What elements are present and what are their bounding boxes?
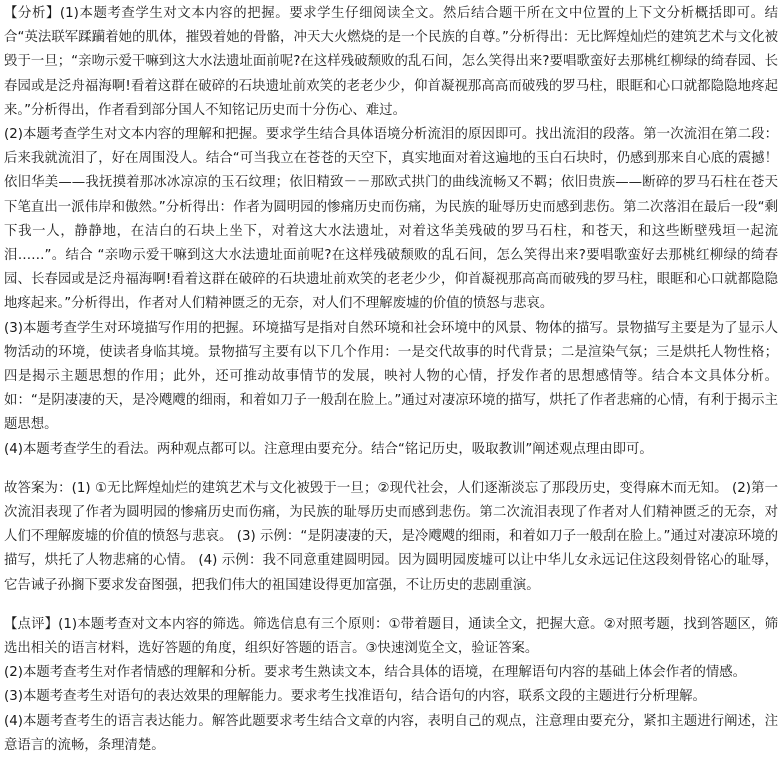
review-paragraph-3: (3)本题考查考生对语句的表达效果的理解能力。要求考生找准语句，结合语句的内容，联系文段的主题进行分析理解。 [4,689,706,705]
review-section [4,613,778,758]
answer-text: 故答案为：(1) ①无比辉煌灿烂的建筑艺术与文化被毁于一旦；②现代社会，人们逐渐淡忘了那段历史，变得麻木而无知。 (2)第一次流泪表现了作者为圆明园的惨痛历史而伤痛，为民族的耻辱历史而感到悲伤。第二次流泪表现了作者对人们精神匮乏的无奈，对人们不理解废墟的价值的愤怒与悲哀。 (3) 示例：“是阴凄凄的天，是冷飕飕的细雨，和着如刀子一般刮在脸上。”通过对凄凉环境的描写，烘托了人物悲痛的心情。 (4) 示例：我不同意重建圆明园。因为圆明园废墟可以让中华儿女永远记住这段刻骨铭心的耻辱，它告诫子孙搁下要求发奋图强，把我们伟大的祖国建设得更加富强，不让历史的悲剧重演。 [4,480,778,593]
analysis-paragraph-1: 【分析】(1)本题考查学生对文本内容的把握。要求学生仔细阅读全文。然后结合题干所在文中位置的上下文分析概括即可。结合“英法联军蹂躏着她的肌体，摧毁着她的骨骼，冲天大火燃烧的是一个民族的自尊。”分析得出：无比辉煌灿烂的建筑艺术与文化被毁于一旦；“亲吻示爱干嘛到这大水法遗址面前呢?在这样残破颓败的乱石间，怎么笑得出来?要唱歌蛮好去那桃红柳绿的绮春园、长春园或是泛舟福海啊!看着这群在破碎的石块遗址前欢笑的老老少少，仰首凝视那高高而破残的罗马柱，眼眶和心口就都隐隐地疼起来。”分析得出，作者看到部分国人不知铭记历史而十分伤心、难过。 [4,6,778,118]
spacer [4,462,778,477]
analysis-paragraph-4: (4)本题考查学生的看法。两种观点都可以。注意理由要充分。结合“铭记历史，吸取教训”阐述观点理由即可。 [4,441,653,457]
answer-section [4,477,778,598]
analysis-section [4,2,778,462]
analysis-paragraph-3: (3)本题考查学生对环境描写作用的把握。环境描写是指对自然环境和社会环境中的风景、物体的描写。景物描写主要是为了显示人物活动的环境，使读者身临其境。景物描写主要有以下几个作用：一是交代故事的时代背景；二是渲染气氛；三是烘托人物性格；四是揭示主题思想的作用；此外，还可推动故事情节的发展，映衬人物的心情，抒发作者的思想感情等。结合本文具体分析。如：“是阴凄凄的天，是冷飕飕的细雨，和着如刀子一般刮在脸上。”通过对凄凉环境的描写，烘托了作者悲痛的心情，有利于揭示主题思想。 [4,320,778,433]
review-paragraph-4: (4)本题考查考生的语言表达能力。解答此题要求考生结合文章的内容，表明自己的观点，注意理由要充分，紧扣主题进行阐述，注意语言的流畅，条理清楚。 [4,713,778,753]
analysis-paragraph-2: (2)本题考查学生对文本内容的理解和把握。要求学生结合具体语境分析流泪的原因即可。找出流泪的段落。第一次流泪在第二段：后来我就流泪了，好在周围没人。结合“可当我立在苍苍的天空下，真实地面对着这遍地的玉白石块时，仍感到那来自心底的震撼！依旧华美——我抚摸着那冰冰凉凉的玉石纹理；依旧精致－－那欧式拱门的曲线流畅又不羁；依旧贵族——断碎的罗马石柱在苍天下笔直出一派伟岸和傲然。”分析得出：作者为圆明园的惨痛历史而伤痛，为民族的耻辱历史而感到悲伤。第二次落泪在最后一段“剩下我一人，静静地，在洁白的石块上坐下，对着这大水法遗址，对着这华美残破的罗马石柱，和苍天，和这些断壁残垣一起流泪……”。结合 “亲吻示爱干嘛到这大水法遗址面前呢?在这样残破颓败的乱石间，怎么笑得出来?要唱歌蛮好去那桃红柳绿的绮春园、长春园或是泛舟福海啊!看着这群在破碎的石块遗址前欢笑的老老少少，仰首凝视那高高而破残的罗马柱，眼眶和心口就都隐隐地疼起来。”分析得出，作者对人们精神匮乏的无奈，对人们不理解废墟的价值的愤怒与悲哀。 [4,127,778,312]
review-paragraph-2: (2)本题考查考生对作者情感的理解和分析。要求考生熟读文本，结合具体的语境，在理解语句内容的基础上体会作者的情感。 [4,665,747,681]
review-paragraph-1: 【点评】(1)本题考查对文本内容的筛选。筛选信息有三个原则：①带着题目，通读全文，把握大意。②对照考题，找到答题区，筛选出相关的语言材料，选好答题的角度，组织好答题的语言。③快速浏览全文，验证答案。 [4,616,778,657]
spacer [4,598,778,613]
